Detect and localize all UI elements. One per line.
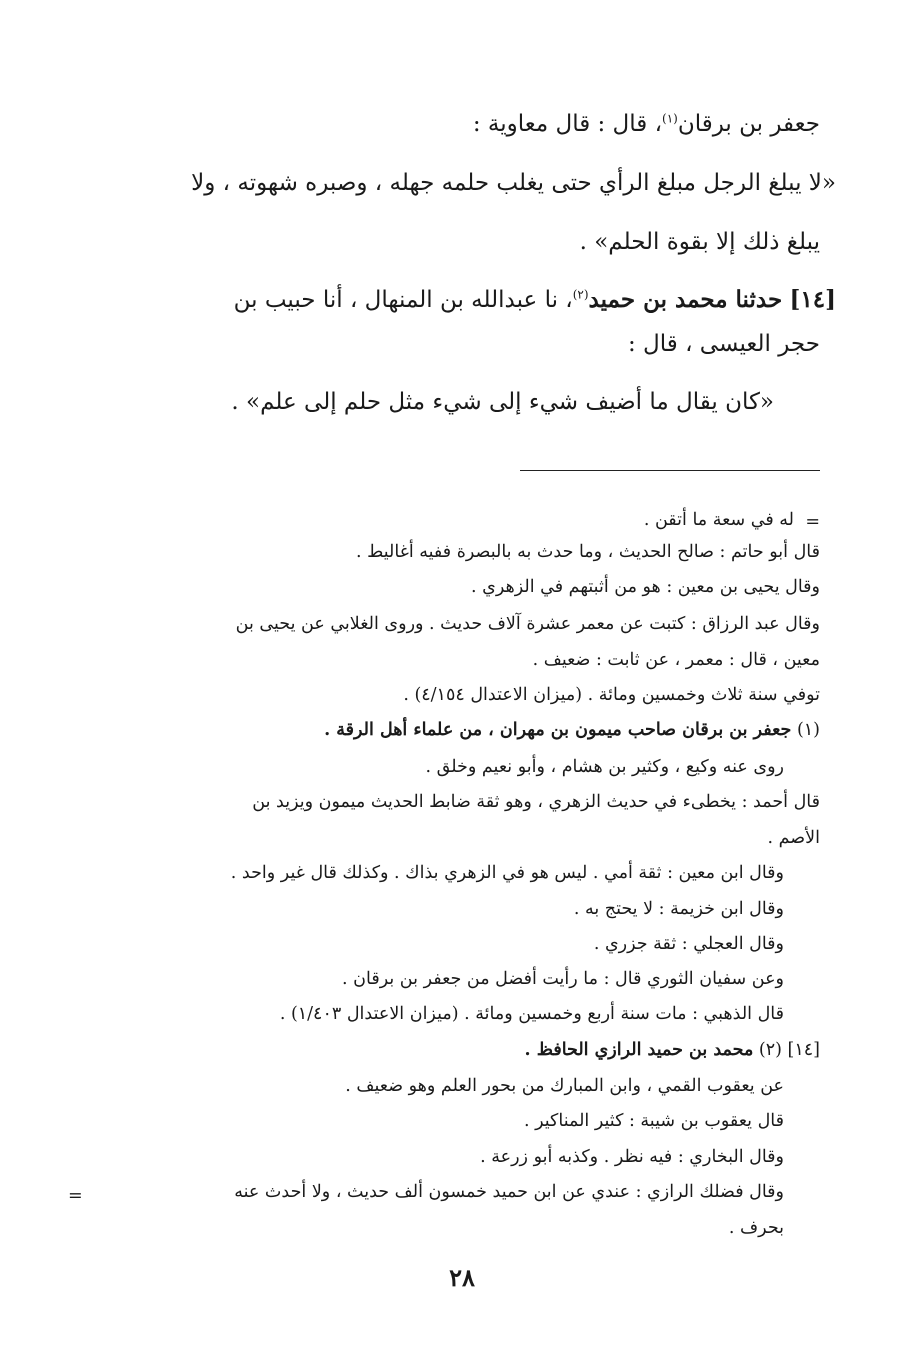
main-line-1 [473, 108, 820, 140]
footnote-line: وقال البخاري : فيه نظر . وكذبه أبو زرعة . [480, 1147, 784, 1167]
footnote-line: قال أحمد : يخطىء في حديث الزهري ، وهو ثقة ضابط الحديث ميمون ويزيد بن [252, 792, 820, 812]
footnote-2 [525, 1038, 820, 1062]
footnote-ref-1[interactable]: (١) [662, 111, 678, 126]
footnote-line: وعن سفيان الثوري قال : ما رأيت أفضل من جعفر بن برقان . [342, 969, 784, 989]
chain-rest: ، نا عبدالله بن المنهال ، أنا حبيب بن [233, 287, 573, 313]
main-line-2: «لا يبلغ الرجل مبلغ الرأي حتى يغلب حلمه جهله ، وصبره شهوته ، ولا [191, 170, 836, 196]
footnote-ref-2[interactable]: (٢) [572, 287, 589, 302]
footnote-1-mark: (١) [796, 720, 820, 740]
page-number: ٢٨ [449, 1263, 475, 1292]
footnote-2-heading: محمد بن حميد الرازي الحافظ . [524, 1040, 754, 1060]
footnote-line: وقال ابن خزيمة : لا يحتج به . [573, 899, 784, 919]
footnote-line: الأصم . [767, 828, 820, 848]
footnote-line: توفي سنة ثلاث وخمسين ومائة . (ميزان الاعتدال ٤/١٥٤) . [403, 685, 820, 705]
footnote-line: له في سعة ما أتقن . [643, 510, 794, 530]
main-line-3: يبلغ ذلك إلا بقوة الحلم» . [579, 229, 820, 255]
footnote-line: بحرف . [728, 1218, 784, 1238]
footnote-line: معين ، قال : معمر ، عن ثابت : ضعيف . [532, 650, 820, 670]
footnote-line: وقال العجلي : ثقة جزري . [593, 934, 784, 954]
footnote-1-heading: جعفر بن برقان صاحب ميمون بن مهران ، من علماء أهل الرقة . [324, 720, 792, 740]
footnote-line: وقال فضلك الرازي : عندي عن ابن حميد خمسون ألف حديث ، ولا أحدث عنه [234, 1182, 784, 1202]
footnote-line: عن يعقوب القمي ، وابن المبارك من بحور العلم وهو ضعيف . [345, 1076, 784, 1096]
footnote-line: وقال عبد الرزاق : كتبت عن معمر عشرة آلاف حديث . وروى الغلابي عن يحيى بن [235, 614, 820, 634]
footnote-line: وقال يحيى بن معين : هو من أثبتهم في الزهري . [471, 577, 820, 597]
main-line-4 [234, 284, 836, 316]
footnote-separator [520, 470, 820, 471]
footnote-line: وقال ابن معين : ثقة أمي . ليس هو في الزهري بذاك . وكذلك قال غير واحد . [230, 863, 784, 883]
hadith-number: [١٤] [789, 286, 836, 313]
footnote-2-mark: [١٤] (٢) [758, 1040, 820, 1060]
footnote-line: قال أبو حاتم : صالح الحديث ، وما حدث به بالبصرة ففيه أغاليط . [356, 542, 820, 562]
footnote-line: قال يعقوب بن شيبة : كثير المناكير . [523, 1111, 784, 1131]
main-line-5: حجر العيسى ، قال : [627, 331, 820, 357]
main-line-6: «كان يقال ما أضيف شيء إلى شيء مثل حلم إلى علم» . [231, 389, 774, 415]
continuation-mark: = [805, 512, 820, 532]
footnote-line: قال الذهبي : مات سنة أربع وخمسين ومائة . (ميزان الاعتدال ١/٤٠٣) . [279, 1004, 784, 1024]
footnote-line: روى عنه وكيع ، وكثير بن هشام ، وأبو نعيم وخلق . [425, 757, 784, 777]
narration-intro: ، قال : قال معاوية : [472, 111, 663, 137]
chain-start: حدثنا محمد بن حميد [588, 286, 783, 313]
continuation-mark: = [68, 1186, 83, 1206]
footnote-1 [324, 718, 820, 742]
narrator-name: جعفر بن برقان [677, 111, 820, 137]
